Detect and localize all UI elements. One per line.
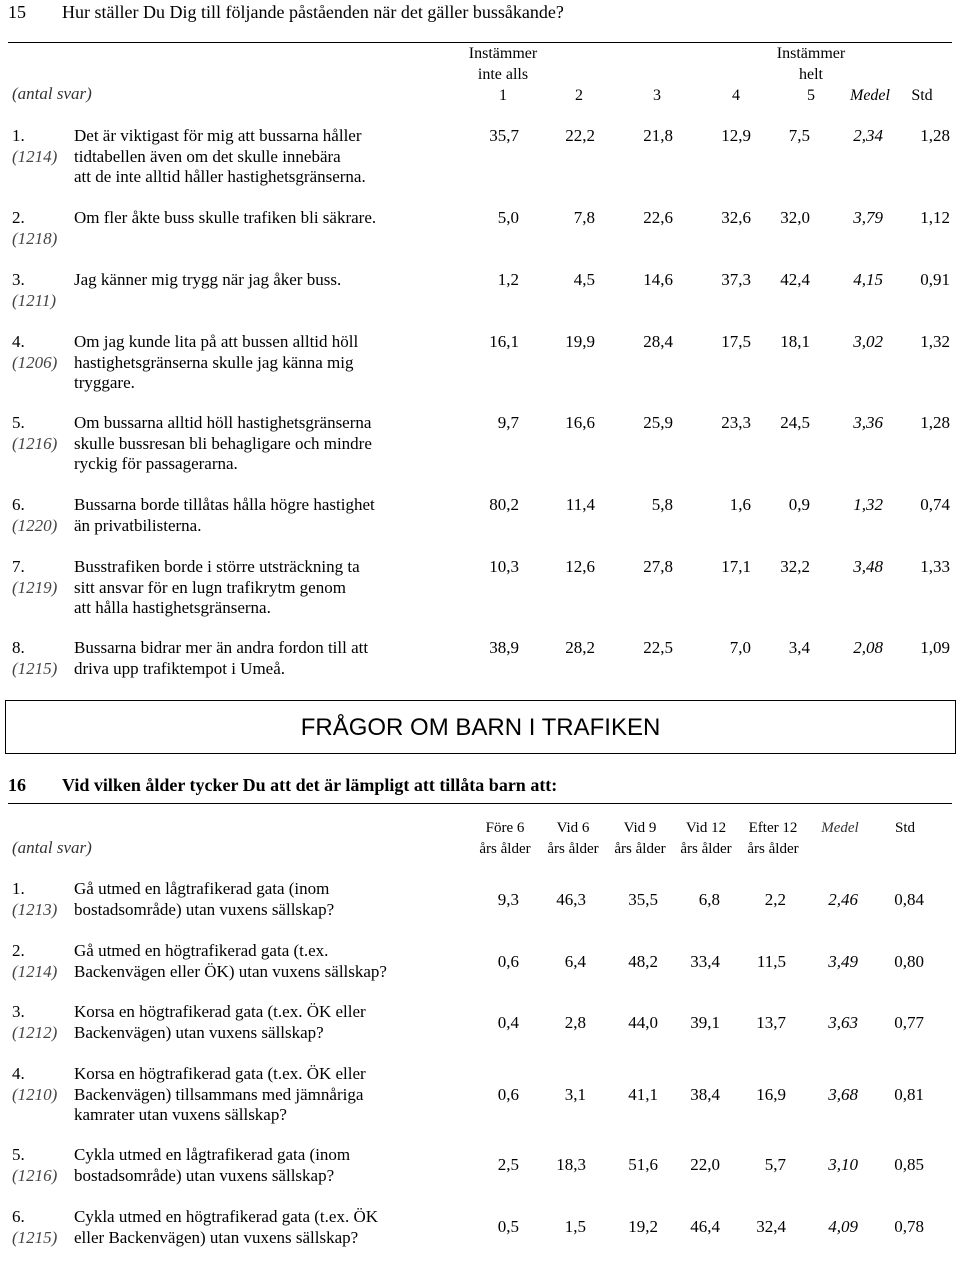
q16-top-rule (8, 803, 952, 804)
q15-item-text-line: Om jag kunde lita på att bussen alltid höll (74, 332, 359, 351)
q15-item-text-line: skulle bussresan bli behagligare och mindre (74, 433, 372, 453)
q15-item-number: 2. (12, 208, 25, 227)
q16-medel-value: 3,63 (828, 1013, 858, 1032)
q15-item-text (74, 557, 494, 619)
q16-col-header-1 (472, 818, 538, 860)
q15-value-col3: 21,8 (643, 126, 673, 145)
q15-item-text (74, 126, 494, 188)
q16-col-header-2-top: Vid 6 (556, 820, 590, 836)
q15-item-text (74, 332, 494, 394)
q16-item-number: 5. (12, 1145, 25, 1164)
q15-value-col4: 32,6 (721, 208, 751, 227)
q15-value-col2: 19,9 (565, 332, 595, 351)
q15-std-value: 0,74 (920, 495, 950, 514)
q15-value-col2: 12,6 (565, 557, 595, 576)
q15-value-col1: 9,7 (497, 413, 519, 432)
q15-item-number: 3. (12, 270, 25, 289)
q15-value-col3: 25,9 (643, 413, 673, 432)
q16-value-col5: 11,5 (756, 952, 786, 971)
q15-value-col1: 38,9 (489, 638, 519, 657)
q16-col-header-5 (740, 818, 806, 860)
q15-item-text-line: Bussarna bidrar mer än andra fordon till att (74, 638, 369, 657)
q15-medel-value: 4,15 (853, 270, 883, 289)
q15-medel-header: Medel (850, 87, 890, 104)
q16-medel-value: 4,09 (828, 1217, 858, 1236)
q15-item-text-line: Jag känner mig trygg när jag åker buss. (74, 270, 342, 289)
q16-item-3 (12, 1002, 482, 1072)
q15-item-text (74, 495, 494, 536)
q16-item-text (74, 879, 494, 920)
q16-value-col2: 2,8 (564, 1013, 586, 1032)
q15-col-header-3-mid (612, 64, 702, 85)
q16-item-text-line: Backenvägen eller ÖK) utan vuxens sällskap? (74, 961, 387, 981)
q15-item-number: 1. (12, 126, 25, 145)
q16-medel-value: 3,68 (828, 1085, 858, 1104)
q16-value-col5: 13,7 (756, 1013, 786, 1032)
q15-col-header-3-bottom: 3 (653, 87, 661, 104)
q15-col-header-3-top (612, 43, 702, 64)
q15-value-col1: 80,2 (489, 495, 519, 514)
q16-medel-value: 2,46 (828, 890, 858, 909)
q16-value-col4: 46,4 (690, 1217, 720, 1236)
q16-item-text-line: Korsa en högtrafikerad gata (t.ex. ÖK eller (74, 1002, 366, 1021)
q16-item-text (74, 1207, 494, 1248)
q15-col-header-5-bottom: 5 (807, 87, 815, 104)
q16-item-1 (12, 879, 482, 949)
q15-item-7 (12, 557, 482, 627)
q16-item-4 (12, 1064, 482, 1134)
q16-value-col4: 38,4 (690, 1085, 720, 1104)
q15-item-8 (12, 638, 482, 708)
q16-col-header-3-top: Vid 9 (623, 820, 657, 836)
q16-item-text-line: Cykla utmed en högtrafikerad gata (t.ex. ÖK (74, 1207, 379, 1226)
q16-item-text-line: kamrater utan vuxens sällskap? (74, 1105, 287, 1124)
q16-item-text (74, 1002, 494, 1043)
q16-value-col5: 5,7 (764, 1155, 786, 1174)
q15-medel-value: 1,32 (853, 495, 883, 514)
q16-col-header-3-bottom: års ålder (614, 841, 666, 857)
q15-std-value: 0,91 (920, 270, 950, 289)
q15-medel-value: 2,34 (853, 126, 883, 145)
q16-value-col1: 0,6 (497, 1085, 519, 1104)
q15-col-header-2-top (534, 43, 624, 64)
q16-std-value: 0,77 (894, 1013, 924, 1032)
q16-item-count: (1214) (12, 961, 58, 981)
q16-item-text-line: Korsa en högtrafikerad gata (t.ex. ÖK eller (74, 1064, 366, 1083)
q15-std-value: 1,33 (920, 557, 950, 576)
q15-item-1 (12, 126, 482, 196)
q15-item-number: 6. (12, 495, 25, 514)
q16-value-col2: 18,3 (556, 1155, 586, 1174)
q15-item-4 (12, 332, 482, 402)
q15-value-col3: 28,4 (643, 332, 673, 351)
q16-col-header-2-bottom: års ålder (547, 841, 599, 857)
q15-item-5 (12, 413, 482, 483)
q15-col-header-2-mid (534, 64, 624, 85)
q16-std-value: 0,81 (894, 1085, 924, 1104)
q15-value-col1: 10,3 (489, 557, 519, 576)
q15-item-count: (1211) (12, 290, 57, 310)
q15-value-col1: 1,2 (497, 270, 519, 289)
q15-value-col4: 1,6 (729, 495, 751, 514)
q16-item-count: (1213) (12, 899, 58, 919)
q15-value-col4: 17,5 (721, 332, 751, 351)
q15-std-value: 1,12 (920, 208, 950, 227)
q15-item-count: (1219) (12, 577, 58, 597)
q16-item-text-line: bostadsområde) utan vuxens sällskap? (74, 1165, 335, 1185)
q15-antal-label: (antal svar) (12, 84, 92, 103)
q16-item-number: 1. (12, 879, 25, 898)
q16-value-col3: 35,5 (628, 890, 658, 909)
q15-medel-value: 3,48 (853, 557, 883, 576)
q15-value-col2: 11,4 (565, 495, 595, 514)
q15-medel-value: 2,08 (853, 638, 883, 657)
q16-medel-header: Medel (821, 820, 859, 836)
q15-item-text (74, 208, 494, 229)
q15-col-header-5-mid: helt (799, 66, 823, 83)
q15-item-number: 7. (12, 557, 25, 576)
q16-number: 16 (8, 775, 26, 795)
q16-value-col2: 46,3 (556, 890, 586, 909)
section-banner-title: FRÅGOR OM BARN I TRAFIKEN (300, 714, 661, 741)
q16-col-header-1-top: Före 6 (485, 820, 525, 836)
q15-medel-value: 3,02 (853, 332, 883, 351)
q15-value-col1: 35,7 (489, 126, 519, 145)
q15-value-col5: 32,2 (780, 557, 810, 576)
q15-std-value: 1,32 (920, 332, 950, 351)
q15-item-text-line: ryckig för passagerarna. (74, 454, 238, 473)
q16-value-col5: 2,2 (764, 890, 786, 909)
q15-item-count: (1215) (12, 658, 58, 678)
q16-value-col3: 51,6 (628, 1155, 658, 1174)
q16-item-number: 6. (12, 1207, 25, 1226)
q15-value-col4: 7,0 (729, 638, 751, 657)
q15-value-col3: 5,8 (651, 495, 673, 514)
q16-value-col4: 6,8 (698, 890, 720, 909)
q16-col-header-2 (540, 818, 606, 860)
q15-col-header-2 (534, 43, 624, 106)
q16-item-count: (1212) (12, 1022, 58, 1042)
q15-col-header-1-bottom: 1 (499, 87, 507, 104)
q15-value-col5: 3,4 (788, 638, 810, 657)
q16-heading (8, 775, 948, 799)
q15-std-header: Std (911, 87, 933, 104)
q15-item-number: 5. (12, 413, 25, 432)
q16-title: Vid vilken ålder tycker Du att det är lämpligt att tillåta barn att: (62, 775, 558, 795)
q15-item-count: (1216) (12, 433, 58, 453)
q16-value-col4: 33,4 (690, 952, 720, 971)
q16-value-col1: 2,5 (497, 1155, 519, 1174)
q15-item-text-line: Bussarna borde tillåtas hålla högre hastighet (74, 495, 375, 514)
q15-col-header-2-bottom: 2 (575, 87, 583, 104)
q15-item-text (74, 413, 494, 475)
q16-std-value: 0,84 (894, 890, 924, 909)
q16-item-text-line: eller Backenvägen) utan vuxens sällskap? (74, 1227, 359, 1247)
q16-item-text-line: Gå utmed en lågtrafikerad gata (inom (74, 879, 330, 898)
q16-value-col4: 39,1 (690, 1013, 720, 1032)
q15-value-col5: 32,0 (780, 208, 810, 227)
q15-value-col3: 14,6 (643, 270, 673, 289)
q15-item-text-line: tidtabellen även om det skulle innebära (74, 146, 341, 166)
q16-value-col5: 32,4 (756, 1217, 786, 1236)
q15-item-count: (1220) (12, 515, 58, 535)
q16-value-col1: 0,5 (497, 1217, 519, 1236)
q15-value-col5: 24,5 (780, 413, 810, 432)
q16-item-2 (12, 941, 482, 1011)
q15-value-col3: 22,5 (643, 638, 673, 657)
q16-value-col2: 6,4 (564, 952, 586, 971)
q15-item-count: (1206) (12, 352, 58, 372)
q15-value-col4: 37,3 (721, 270, 751, 289)
q16-value-col3: 48,2 (628, 952, 658, 971)
q15-value-col4: 23,3 (721, 413, 751, 432)
q15-value-col1: 16,1 (489, 332, 519, 351)
q15-value-col3: 22,6 (643, 208, 673, 227)
q16-value-col2: 1,5 (564, 1217, 586, 1236)
q15-col-header-3 (612, 43, 702, 106)
q15-item-number: 8. (12, 638, 25, 657)
q15-value-col2: 28,2 (565, 638, 595, 657)
q16-item-number: 4. (12, 1064, 25, 1083)
q16-col-header-1-bottom: års ålder (479, 841, 531, 857)
q15-value-col2: 7,8 (573, 208, 595, 227)
q16-std-value: 0,80 (894, 952, 924, 971)
q16-item-number: 2. (12, 941, 25, 960)
q16-value-col4: 22,0 (690, 1155, 720, 1174)
q15-item-text-line: Om fler åkte buss skulle trafiken bli säkrare. (74, 208, 377, 227)
q16-col-header-5-bottom: års ålder (747, 841, 799, 857)
q15-item-text-line: att de inte alltid håller hastighetsgränserna. (74, 167, 366, 186)
q15-item-text-line: hastighetsgränserna skulle jag känna mig (74, 352, 354, 372)
q16-col-header-4 (673, 818, 739, 860)
q15-title: Hur ställer Du Dig till följande påståenden när det gäller bussåkande? (62, 2, 564, 22)
q15-item-number: 4. (12, 332, 25, 351)
q16-antal-label: (antal svar) (12, 838, 92, 857)
q16-value-col2: 3,1 (564, 1085, 586, 1104)
q15-item-6 (12, 495, 482, 565)
q15-col-header-4-bottom: 4 (732, 87, 740, 104)
q15-value-col1: 5,0 (497, 208, 519, 227)
q15-value-col5: 18,1 (780, 332, 810, 351)
q15-medel-value: 3,79 (853, 208, 883, 227)
q16-col-header-4-top: Vid 12 (685, 820, 727, 836)
q15-value-col3: 27,8 (643, 557, 673, 576)
q15-item-text (74, 638, 494, 679)
q16-item-text-line: Backenvägen) utan vuxens sällskap? (74, 1022, 324, 1042)
q16-col-header-4-bottom: års ålder (680, 841, 732, 857)
q15-std-value: 1,28 (920, 126, 950, 145)
section-banner (5, 700, 956, 754)
q16-medel-value: 3,10 (828, 1155, 858, 1174)
q16-value-col5: 16,9 (756, 1085, 786, 1104)
q16-item-6 (12, 1207, 482, 1277)
q16-std-value: 0,78 (894, 1217, 924, 1236)
q15-value-col5: 0,9 (788, 495, 810, 514)
q15-value-col2: 16,6 (565, 413, 595, 432)
q15-value-col2: 4,5 (573, 270, 595, 289)
q15-item-text (74, 270, 494, 291)
q16-item-text (74, 1064, 494, 1126)
q15-item-count: (1214) (12, 146, 58, 166)
q15-medel-value: 3,36 (853, 413, 883, 432)
q16-value-col3: 19,2 (628, 1217, 658, 1236)
q16-item-text-line: Backenvägen) tillsammans med jämnåriga (74, 1084, 364, 1104)
q16-item-text-line: bostadsområde) utan vuxens sällskap? (74, 899, 335, 919)
q15-std-value: 1,28 (920, 413, 950, 432)
q16-item-count: (1216) (12, 1165, 58, 1185)
q15-value-col2: 22,2 (565, 126, 595, 145)
q15-value-col5: 42,4 (780, 270, 810, 289)
q15-value-col4: 17,1 (721, 557, 751, 576)
q16-item-text-line: Cykla utmed en lågtrafikerad gata (inom (74, 1145, 351, 1164)
q15-item-2 (12, 208, 482, 278)
q16-item-count: (1210) (12, 1084, 58, 1104)
q15-item-text-line: driva upp trafiktempot i Umeå. (74, 658, 286, 678)
q16-value-col1: 9,3 (497, 890, 519, 909)
q16-col-header-3 (607, 818, 673, 860)
q15-col-header-1-mid: inte alls (477, 66, 529, 83)
q16-item-text (74, 941, 494, 982)
q16-item-5 (12, 1145, 482, 1215)
q16-value-col1: 0,6 (497, 952, 519, 971)
q15-item-text-line: än privatbilisterna. (74, 515, 202, 535)
q15-col-header-1-top: Instämmer (468, 45, 538, 62)
q16-item-count: (1215) (12, 1227, 58, 1247)
q16-col-header-5-top: Efter 12 (748, 820, 798, 836)
q15-heading (8, 2, 948, 26)
q16-std-value: 0,85 (894, 1155, 924, 1174)
q15-item-3 (12, 270, 482, 340)
q16-std-header: Std (894, 820, 915, 836)
q15-item-text-line: att hålla hastighetsgränserna. (74, 598, 271, 617)
q15-value-col4: 12,9 (721, 126, 751, 145)
q16-value-col3: 41,1 (628, 1085, 658, 1104)
q15-col-header-5-top: Instämmer (776, 45, 846, 62)
q15-item-text-line: sitt ansvar för en lugn trafikrytm genom (74, 577, 346, 597)
q15-item-text-line: tryggare. (74, 373, 135, 392)
q15-std-value: 1,09 (920, 638, 950, 657)
q16-item-number: 3. (12, 1002, 25, 1021)
q15-item-text-line: Det är viktigast för mig att bussarna håller (74, 126, 362, 145)
q16-value-col1: 0,4 (497, 1013, 519, 1032)
q15-item-count: (1218) (12, 228, 58, 248)
q16-item-text (74, 1145, 494, 1186)
q15-number: 15 (8, 2, 26, 22)
q15-value-col5: 7,5 (788, 126, 810, 145)
q16-item-text-line: Gå utmed en högtrafikerad gata (t.ex. (74, 941, 329, 960)
q16-medel-value: 3,49 (828, 952, 858, 971)
q15-item-text-line: Om bussarna alltid höll hastighetsgränserna (74, 413, 372, 432)
q15-item-text-line: Busstrafiken borde i större utsträckning ta (74, 557, 360, 576)
q16-value-col3: 44,0 (628, 1013, 658, 1032)
